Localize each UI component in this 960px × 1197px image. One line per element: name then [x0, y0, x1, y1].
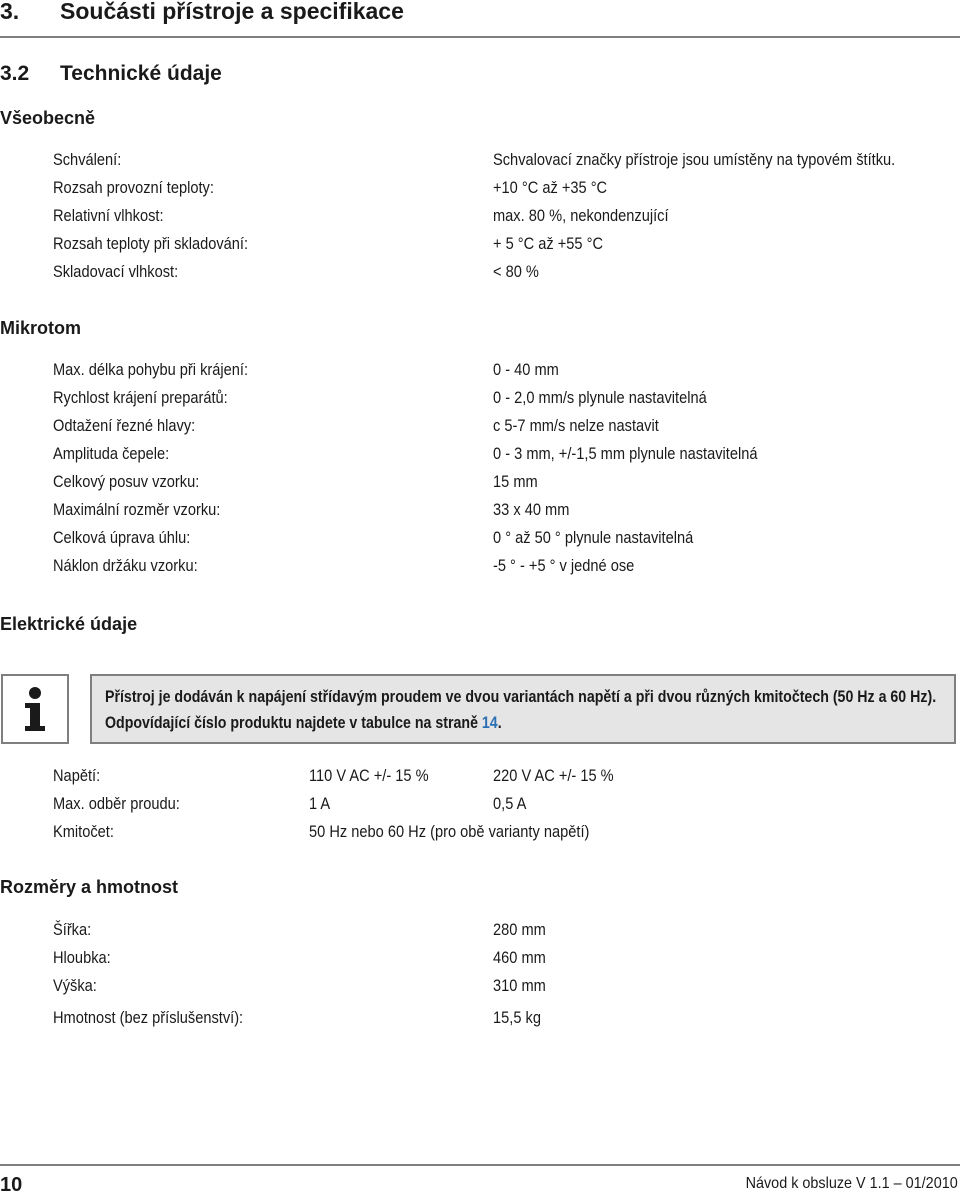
general-label: Relativní vlhkost: [53, 206, 164, 225]
section-number: 3.2 [0, 62, 30, 85]
dimensions-value: 310 mm [493, 976, 546, 995]
dimensions-heading: Rozměry a hmotnost [0, 877, 179, 897]
general-value: + 5 °C až +55 °C [493, 234, 604, 253]
microtome-heading: Mikrotom [0, 318, 81, 338]
general-value: +10 °C až +35 °C [493, 178, 608, 197]
general-value: Schvalovací značky přístroje jsou umístěny na typovém štítku. [493, 150, 896, 169]
manual-version: Návod k obsluze V 1.1 – 01/2010 [745, 1175, 958, 1192]
electrical-value-2: 0,5 A [493, 794, 527, 813]
dimensions-label: Výška: [53, 976, 97, 995]
info-icon-glyph [3, 676, 67, 742]
chapter-number: 3. [0, 0, 20, 24]
microtome-value: 0 ° až 50 ° plynule nastavitelná [493, 528, 694, 547]
electrical-label: Napětí: [53, 766, 101, 785]
general-label: Rozsah teploty při skladování: [53, 234, 249, 253]
info-note-end: . [497, 714, 502, 732]
section-title-text: Technické údaje [60, 62, 222, 85]
info-note-text [105, 684, 948, 736]
microtome-value: 15 mm [493, 472, 538, 491]
page-number: 10 [0, 1174, 23, 1196]
microtome-label: Odtažení řezné hlavy: [53, 416, 196, 435]
microtome-label: Rychlost krájení preparátů: [53, 388, 228, 407]
electrical-value-1: 110 V AC +/- 15 % [309, 766, 429, 785]
microtome-label: Maximální rozměr vzorku: [53, 500, 221, 519]
microtome-value: c 5-7 mm/s nelze nastavit [493, 416, 659, 435]
info-note [90, 674, 956, 744]
general-value: < 80 % [493, 262, 539, 281]
electrical-value-1: 50 Hz nebo 60 Hz (pro obě varianty napětí) [309, 822, 590, 841]
electrical-value-2: 220 V AC +/- 15 % [493, 766, 614, 785]
microtome-label: Celkový posuv vzorku: [53, 472, 200, 491]
electrical-label: Max. odběr proudu: [53, 794, 180, 813]
dimensions-label: Šířka: [53, 920, 92, 939]
info-icon [1, 674, 69, 744]
electrical-label: Kmitočet: [53, 822, 114, 841]
info-note-body: Přístroj je dodáván k napájení střídavým proudem ve dvou variantách napětí a při dvou různých kmitočtech (50 Hz a 60 Hz). Odpovídající číslo produktu najdete v tabulce na straně [105, 688, 937, 732]
microtome-value: 0 - 3 mm, +/-1,5 mm plynule nastavitelná [493, 444, 758, 463]
microtome-label: Celková úprava úhlu: [53, 528, 191, 547]
footer-rule [0, 1164, 960, 1166]
chapter-title-text: Součásti přístroje a specifikace [60, 0, 404, 24]
general-label: Rozsah provozní teploty: [53, 178, 214, 197]
header-rule [0, 36, 960, 38]
electrical-heading: Elektrické údaje [0, 614, 138, 634]
dimensions-label: Hmotnost (bez příslušenství): [53, 1008, 244, 1027]
microtome-label: Max. délka pohybu při krájení: [53, 360, 249, 379]
electrical-value-1: 1 A [309, 794, 331, 813]
dimensions-value: 460 mm [493, 948, 546, 967]
section-title [0, 62, 222, 86]
microtome-value: 0 - 40 mm [493, 360, 559, 379]
microtome-value: 0 - 2,0 mm/s plynule nastavitelná [493, 388, 707, 407]
chapter-title [0, 0, 404, 25]
general-label: Skladovací vlhkost: [53, 262, 179, 281]
general-value: max. 80 %, nekondenzující [493, 206, 669, 225]
dimensions-value: 280 mm [493, 920, 546, 939]
microtome-value: 33 x 40 mm [493, 500, 570, 519]
microtome-label: Náklon držáku vzorku: [53, 556, 198, 575]
info-note-page-link[interactable]: 14 [481, 714, 498, 732]
microtome-value: -5 ° - +5 ° v jedné ose [493, 556, 635, 575]
general-label: Schválení: [53, 150, 122, 169]
microtome-label: Amplituda čepele: [53, 444, 170, 463]
dimensions-value: 15,5 kg [493, 1008, 541, 1027]
dimensions-label: Hloubka: [53, 948, 111, 967]
general-heading: Všeobecně [0, 108, 96, 128]
